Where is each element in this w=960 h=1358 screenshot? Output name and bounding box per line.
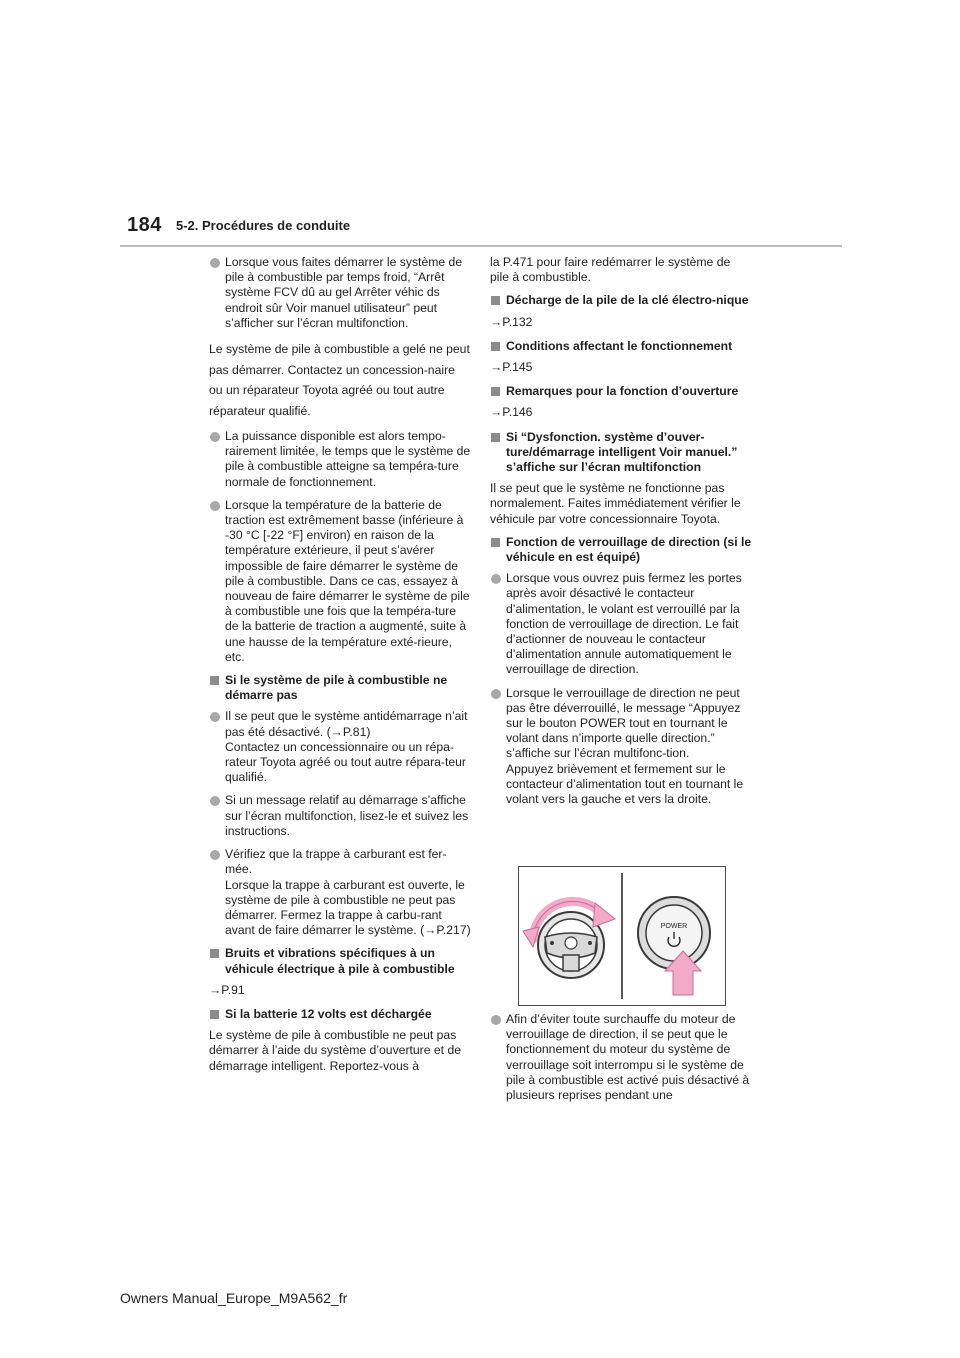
subheading (490, 384, 752, 399)
bullet-item (490, 571, 752, 677)
square-bullet-icon (210, 1010, 219, 1019)
square-bullet-icon (491, 433, 500, 442)
bullet-item (209, 793, 471, 839)
bullet-dot-icon (210, 712, 220, 722)
paragraph: Le système de pile à combustible a gelé ne peut pas démarrer. Contactez un concession-naire ou un réparateur Toyota agréé ou tout autre réparateur qualifié. (209, 342, 470, 418)
page-reference[interactable]: →P.91 (209, 982, 245, 997)
subheading-text: Remarques pour la fonction d’ouverture (506, 384, 739, 399)
subheading-text: Si la batterie 12 volts est déchargée (225, 1006, 432, 1021)
square-bullet-icon (491, 387, 500, 396)
paragraph: Il se peut que le système ne fonctionne pas normalement. Faites immédiatement vérifier le véhicule par votre concessionnaire Toyota. (490, 481, 741, 526)
bullet-item (209, 498, 471, 665)
bullet-text: Lorsque vous faites démarrer le système de pile à combustible par temps froid, “Arrêt système FCV dû au gel Arrêter véhic ds endroit sûr Voir manuel utilisateur” peut s’afficher sur l’écran multifonction. (225, 255, 463, 330)
steering-lock-figure (518, 866, 726, 1006)
steering-power-illustration (519, 867, 725, 1005)
bullet-dot-icon (491, 1015, 501, 1025)
left-column (209, 255, 471, 1080)
bullet-text: La puissance disponible est alors tempo-rairement limitée, le temps que le système de pile à combustible atteigne sa tempéra-ture normale de fonctionnement. (225, 429, 471, 489)
subheading (490, 339, 752, 354)
right-column (490, 255, 752, 815)
bullet-item (490, 686, 752, 808)
bullet-text: Il se peut que le système antidémarrage n’ait pas été désactivé. (→P.81) Contactez un concessionnaire ou un répa-rateur Toyota agréé ou tout autre répara-teur qualifié. (225, 709, 468, 785)
subheading-text: Conditions affectant le fonctionnement (506, 338, 733, 353)
power-label: POWER (660, 923, 688, 930)
subheading-text: Bruits et vibrations spécifiques à un véhicule électrique à pile à combustible (225, 946, 455, 976)
bullet-dot-icon (210, 432, 220, 442)
subheading-text: Si le système de pile à combustible ne démarre pas (225, 673, 448, 703)
bullet-item (209, 429, 471, 490)
bullet-text: Lorsque le verrouillage de direction ne peut pas être déverrouillé, le message “Appuyez sur le bouton POWER tout en tournant le volant dans n’importe quelle direction.” s’affiche sur l’écran multifonc-tion. Appuyez brièvement et fermement sur le contacteur d’alimentation tout en tournant le volant vers la gauche et vers la droite. (506, 685, 744, 807)
square-bullet-icon (210, 676, 219, 685)
subheading (209, 673, 471, 703)
subheading-text: Si “Dysfonction. système d’ouver-ture/démarrage intelligent Voir manuel.” s’affiche sur l’écran multifonction (506, 429, 738, 475)
subheading (209, 946, 471, 976)
header-divider (120, 245, 842, 247)
bullet-text: Vérifiez que la trappe à carburant est fer-mée. Lorsque la trappe à carburant est ouverte, le système de pile à combustible ne peut pas démarrer. Fermez la trappe à carbu-rant avant de faire démarrer le système. (→P.217) (225, 847, 471, 938)
bullet-text: Lorsque vous ouvrez puis fermez les portes après avoir désactivé le contacteur d’alimentation, le volant est verrouillé par la fonction de verrouillage de direction. Le fait d’actionner de nouveau le contacteur d’alimentation annule automatiquement le verrouillage de direction. (506, 571, 742, 677)
subheading (490, 293, 752, 308)
bullet-dot-icon (210, 501, 220, 511)
subheading-text: Fonction de verrouillage de direction (si le véhicule en est équipé) (506, 534, 752, 565)
bullet-item (209, 709, 471, 785)
square-bullet-icon (491, 538, 500, 547)
bullet-item (209, 847, 471, 938)
page-reference[interactable]: →P.146 (490, 405, 533, 420)
square-bullet-icon (210, 949, 219, 958)
bullet-dot-icon (210, 796, 220, 806)
bullet-dot-icon (491, 574, 501, 584)
paragraph: Le système de pile à combustible ne peut pas démarrer à l’aide du système d’ouverture et de démarrage intelligent. Reportez-vous à (209, 1028, 462, 1073)
bullet-text: Si un message relatif au démarrage s’affiche sur l’écran multifonction, lisez-le et suivez les instructions. (225, 793, 469, 838)
bullet-text: Lorsque la température de la batterie de traction est extrêmement basse (inférieure à -30 °C [-22 °F] environ) en raison de la température extérieure, il peut s’avérer impossible de faire démarrer le système de pile à combustible. Dans ce cas, essayez à nouveau de faire démarrer le système de pile à combustible une fois que la tempéra-ture de la batterie de traction a augmenté, suite à une hausse de la température exté-rieure, etc. (225, 497, 470, 664)
page-reference[interactable]: →P.145 (490, 360, 533, 375)
bullet-dot-icon (491, 689, 501, 699)
subheading (490, 430, 752, 476)
subheading-text: Décharge de la pile de la clé électro-nique (506, 293, 749, 308)
bullet-item (490, 1012, 752, 1103)
page-reference[interactable]: →P.132 (490, 314, 533, 329)
footer-document-id: Owners Manual_Europe_M9A562_fr (120, 1290, 348, 1306)
subheading (209, 1007, 471, 1022)
bullet-item (209, 255, 471, 331)
page-number: 184 (127, 214, 162, 236)
bullet-dot-icon (210, 850, 220, 860)
power-button-icon (638, 897, 710, 969)
paragraph: la P.471 pour faire redémarrer le système de pile à combustible. (490, 255, 731, 285)
square-bullet-icon (491, 342, 500, 351)
section-title: 5-2. Procédures de conduite (176, 218, 351, 233)
right-column-continued (490, 1012, 752, 1111)
bullet-dot-icon (210, 258, 220, 268)
subheading (490, 535, 752, 565)
bullet-text: Afin d’éviter toute surchauffe du moteur de verrouillage de direction, il se peut que le fonctionnement du moteur du système de verrouillage soit interrompu si le système de pile à combustible est activé puis désactivé à plusieurs reprises pendant une (506, 1012, 750, 1103)
square-bullet-icon (491, 296, 500, 305)
